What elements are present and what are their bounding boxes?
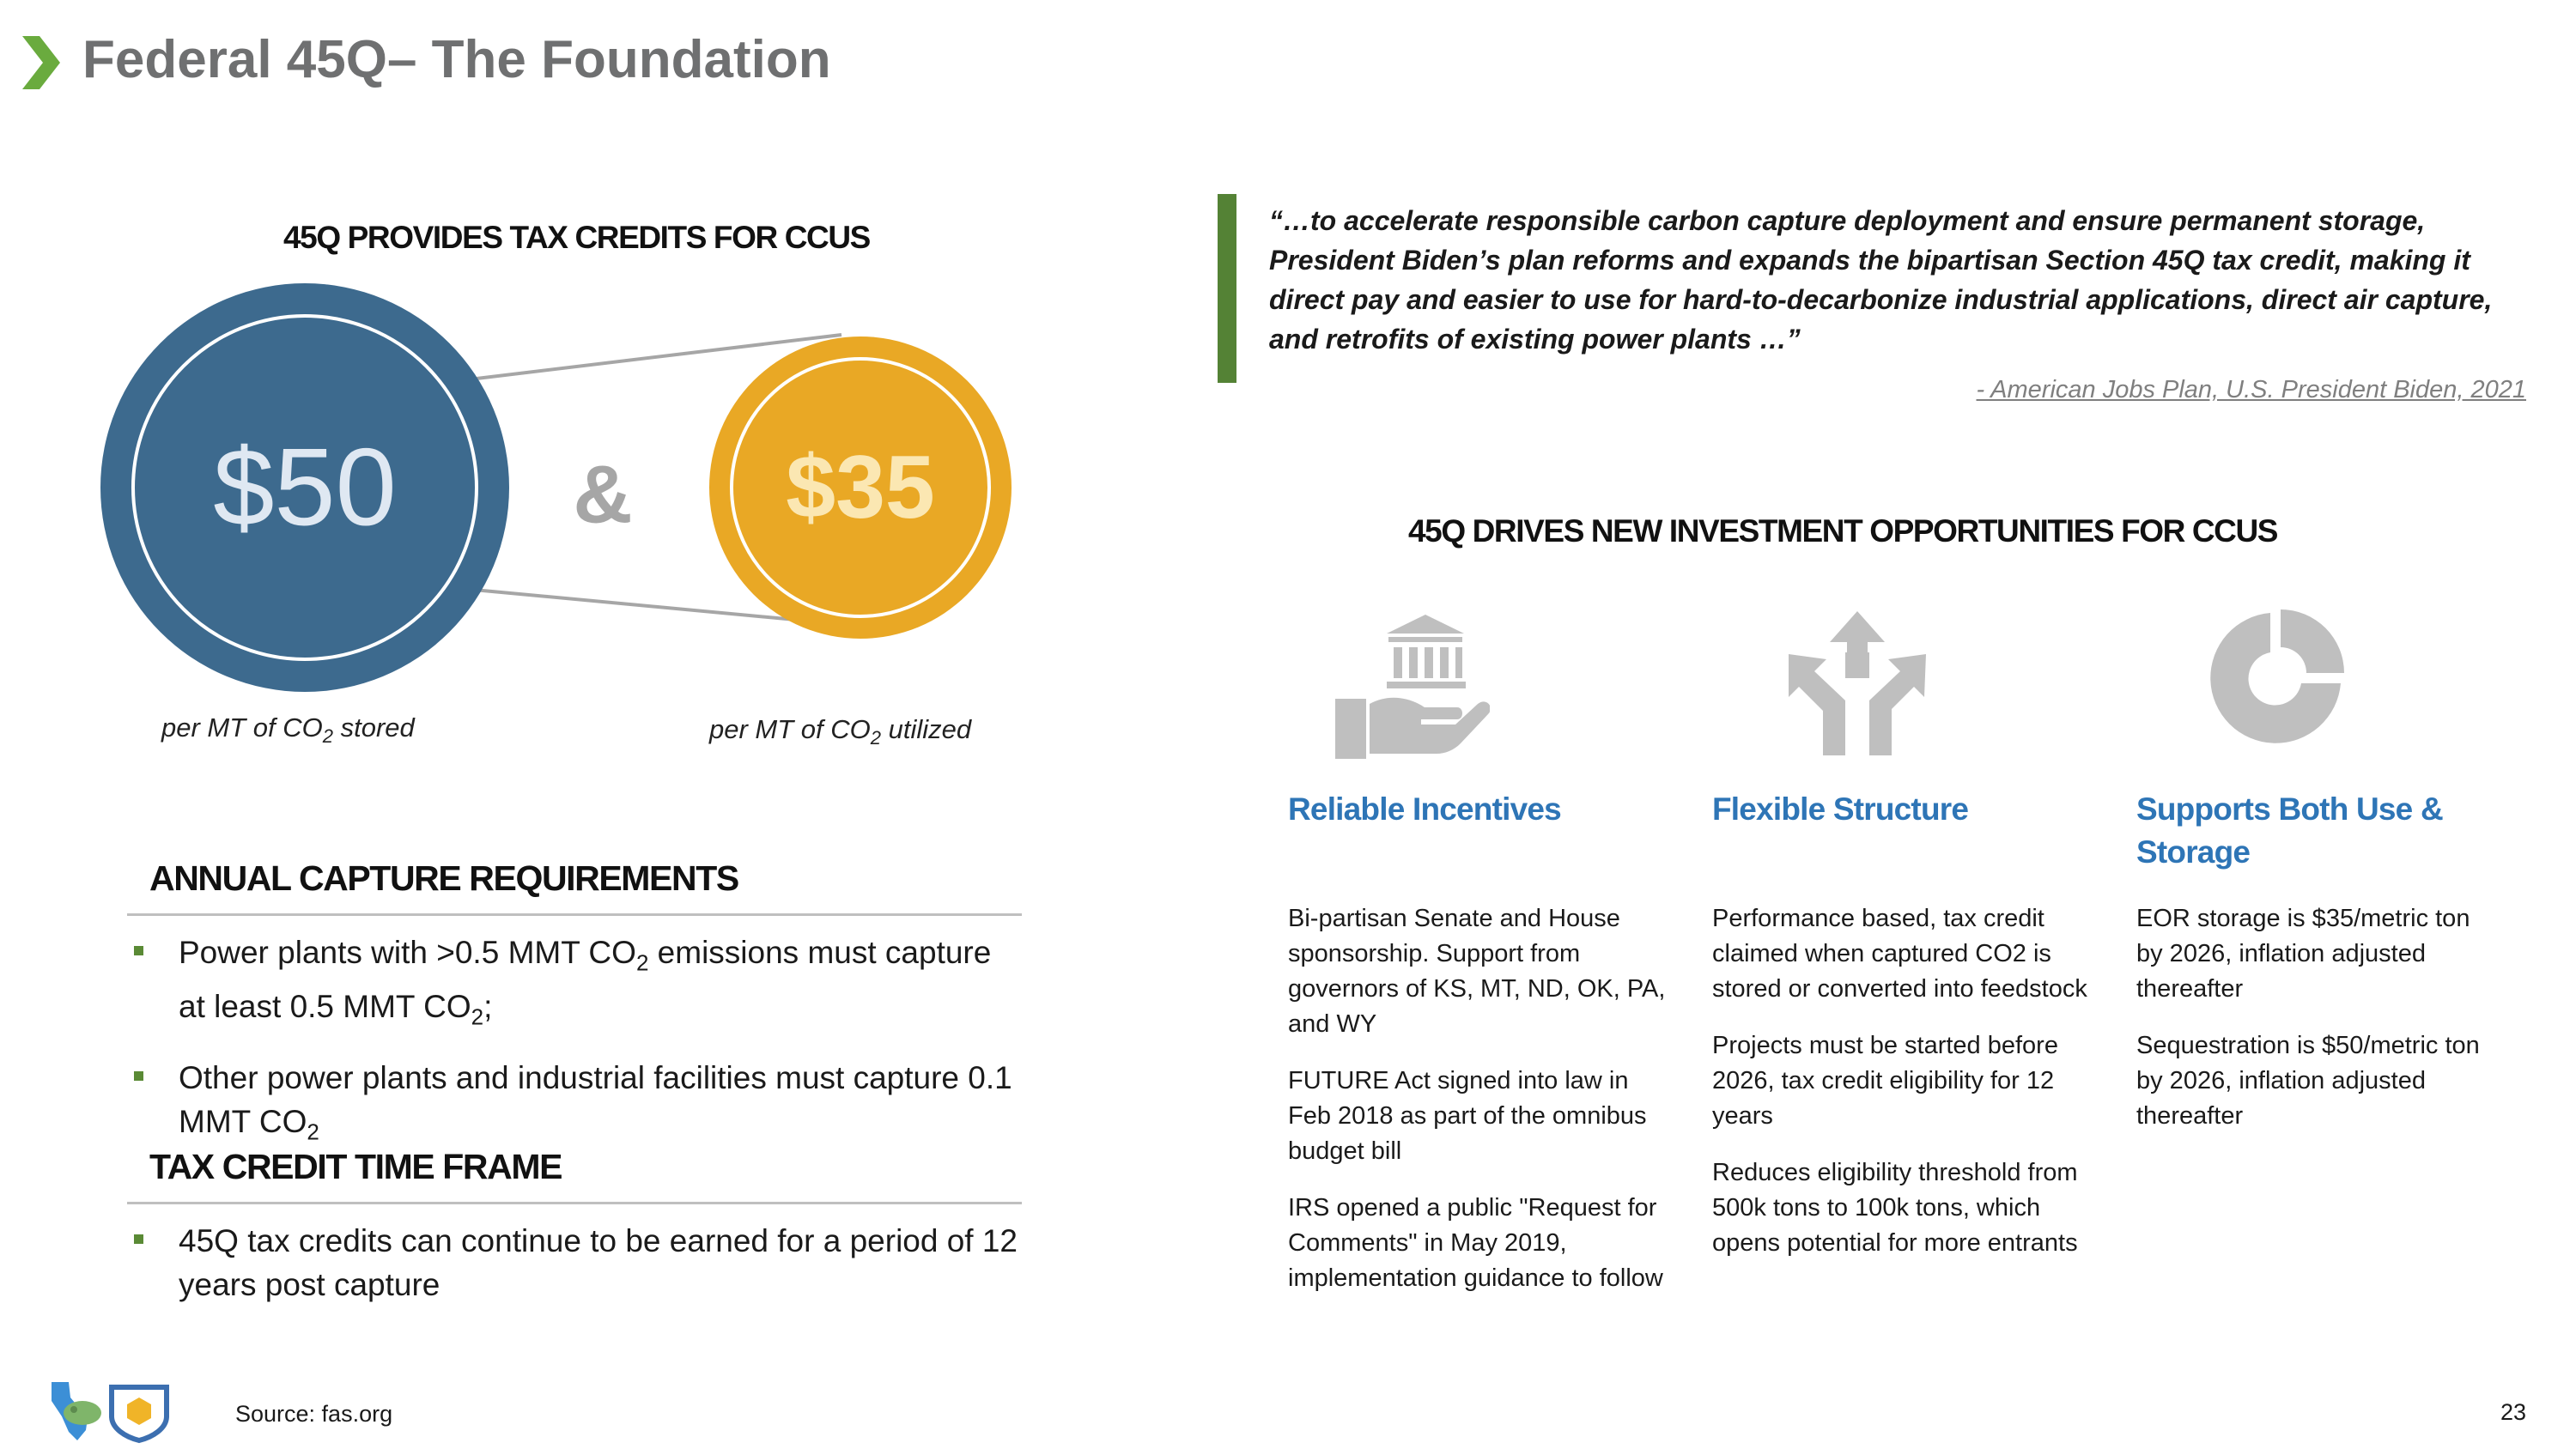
footer-logo-icon: [43, 1379, 197, 1444]
column-1-paragraph: IRS opened a public "Request for Comments" in May 2019, implementation guidance to follow: [1288, 1194, 1663, 1292]
column-3-paragraph: Sequestration is $50/metric ton by 2026, inflation adjusted thereafter: [2136, 1032, 2480, 1130]
opportunities-heading: 45Q DRIVES NEW INVESTMENT OPPORTUNITIES FOR CCUS: [1408, 513, 2278, 549]
utilized-caption: per MT of $CO_2$ utilized: [709, 714, 972, 749]
column-2-paragraph: Performance based, tax credit claimed when captured CO2 is stored or converted into feedstock: [1712, 905, 2087, 1003]
utilized-amount: $35: [786, 438, 935, 537]
timeframe-bullet-1: 45Q tax credits can continue to be earned for a period of 12 years post capture: [179, 1219, 1020, 1307]
quote-text: “…to accelerate responsible carbon capture deployment and ensure permanent storage, President Biden’s plan reforms and expands the bipartisan Section 45Q tax credit, making it direct pay and easier to use for hard-to-decarbonize industrial applications, direct air capture, and retrofits of existing power plants …”: [1269, 205, 2493, 355]
page-title: Federal 45Q– The Foundation: [82, 30, 831, 89]
column-3-paragraph: EOR storage is $35/metric ton by 2026, inflation adjusted thereafter: [2136, 905, 2470, 1003]
column-1-body: [1288, 901, 1674, 1318]
source-note: Source: fas.org: [235, 1401, 393, 1427]
column-1-paragraph: Bi-partisan Senate and House sponsorship. Support from governors of KS, MT, ND, OK, PA, and WY: [1288, 905, 1666, 1038]
stored-amount: $50: [213, 426, 397, 549]
column-2-paragraph: Projects must be started before 2026, tax credit eligibility for 12 years: [1712, 1032, 2058, 1130]
column-3-title: Supports Both Use & Storage: [2136, 791, 2443, 870]
requirements-bullet-1: Power plants with >0.5 MMT $CO_2$ emissions must capture at least 0.5 MMT $CO_2$;: [179, 931, 1020, 1040]
column-2-paragraph: Reduces eligibility threshold from 500k tons to 100k tons, which opens potential for more entrants: [1712, 1159, 2078, 1257]
column-3-body: [2136, 901, 2497, 1155]
credits-heading: 45Q PROVIDES TAX CREDITS FOR CCUS: [283, 220, 870, 255]
requirements-heading: ANNUAL CAPTURE REQUIREMENTS: [149, 858, 738, 898]
requirements-list: [179, 931, 1020, 1170]
page-number: 23: [2500, 1399, 2526, 1425]
hand-with-bank-icon: [1335, 615, 1490, 761]
column-2-title: Flexible Structure: [1712, 791, 1969, 827]
timeframe-divider: [127, 1202, 1022, 1204]
requirements-divider: [127, 913, 1022, 916]
quote-attribution[interactable]: - American Jobs Plan, U.S. President Biden, 2021: [1976, 376, 2526, 403]
quote-bar: [1218, 194, 1236, 383]
stored-caption: per MT of $CO_2$ stored: [161, 712, 415, 748]
column-1-paragraph: FUTURE Act signed into law in Feb 2018 as part of the omnibus budget bill: [1288, 1067, 1647, 1165]
column-2-body: [1712, 901, 2099, 1282]
pie-chart-icon: [2207, 609, 2344, 747]
ampersand: &: [573, 448, 633, 541]
column-1-title: Reliable Incentives: [1288, 791, 1561, 827]
timeframe-list: [179, 1219, 1020, 1323]
requirements-bullet-2: Other power plants and industrial facilities must capture 0.1 MMT $CO_2$: [179, 1056, 1020, 1154]
timeframe-heading: TAX CREDIT TIME FRAME: [149, 1147, 562, 1186]
split-arrows-icon: [1789, 611, 1926, 757]
